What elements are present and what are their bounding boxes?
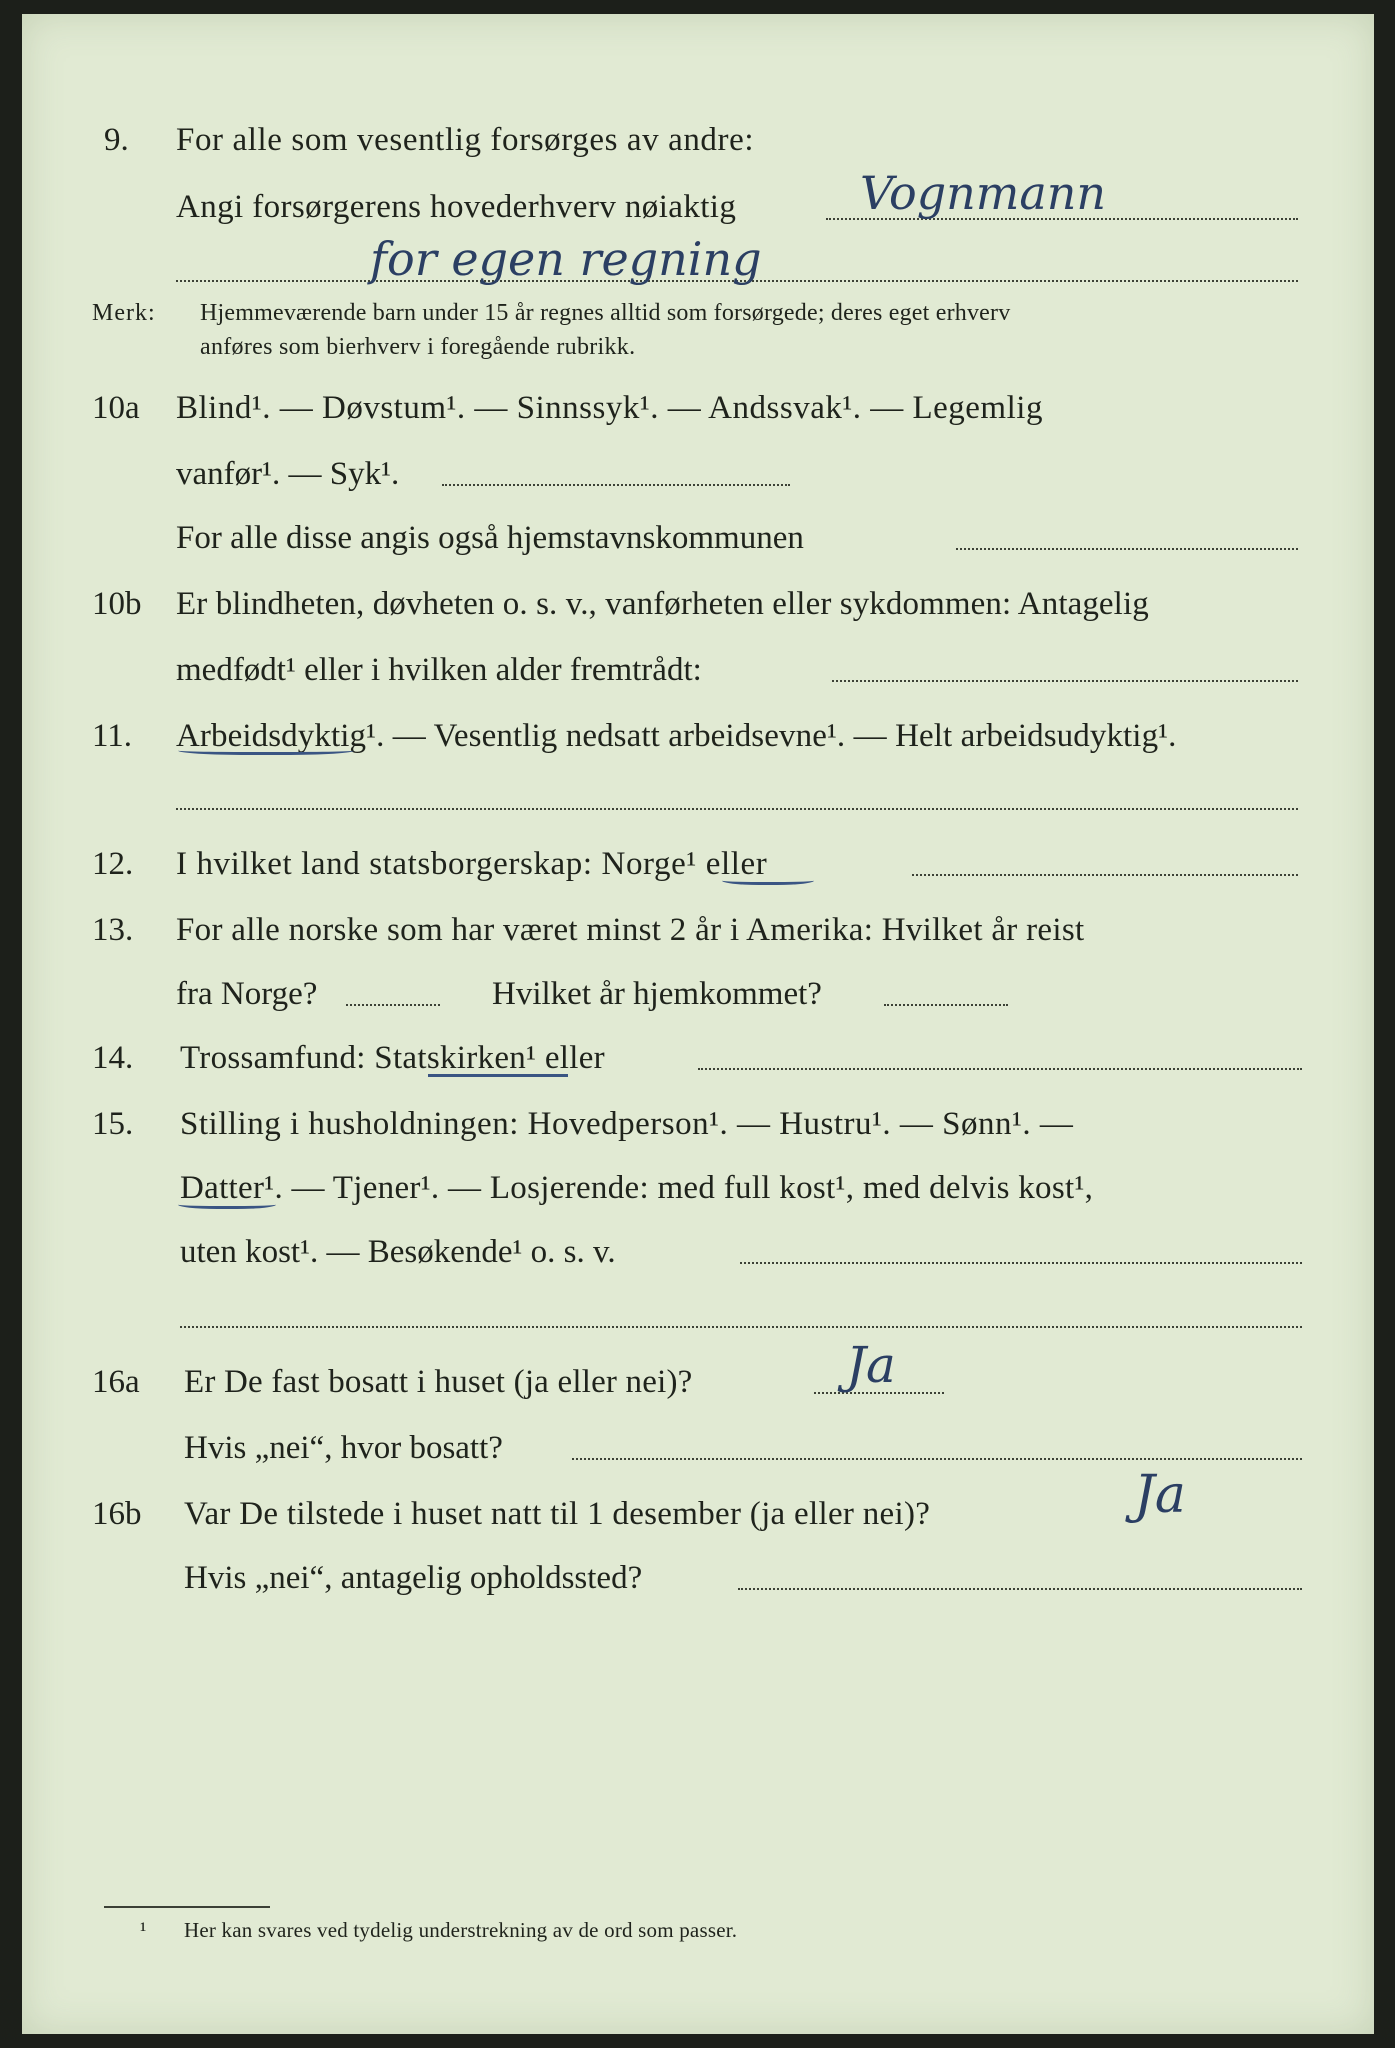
q15-answer-line2 (180, 1326, 1302, 1328)
q10a-text-line2: vanfør¹. — Syk¹. (176, 456, 400, 492)
q16a-answer-line2 (572, 1458, 1302, 1460)
q10a-number: 10a (92, 390, 140, 426)
q12-underline-norge (722, 874, 814, 885)
q10a-answer-line1 (442, 484, 790, 486)
q9-text-line2: Angi forsørgerens hovederhverv nøiaktig (176, 189, 737, 225)
q13-text-line2a: fra Norge? (176, 976, 318, 1012)
q16a-handwritten-answer: Ja (846, 1336, 896, 1394)
q10b-answer-line (832, 680, 1298, 682)
q14-number: 14. (92, 1040, 134, 1076)
q13-number: 13. (92, 912, 134, 948)
q16b-handwritten-answer: Ja (1134, 1465, 1186, 1525)
q15-text-line2: Datter¹. — Tjener¹. — Losjerende: med full kost¹, med delvis kost¹, (180, 1170, 1094, 1206)
q11-number: 11. (92, 718, 133, 754)
q16b-text-line2: Hvis „nei“, antagelig opholdssted? (184, 1560, 643, 1596)
q13-answer-line-reist (346, 1004, 440, 1006)
q16a-number: 16a (92, 1364, 140, 1400)
q16b-text-line1: Var De tilstede i huset natt til 1 desember (ja eller nei)? (184, 1496, 931, 1532)
q9-handwritten-answer2: for egen regning (370, 232, 762, 286)
q15-text-line1: Stilling i husholdningen: Hovedperson¹. — Hustru¹. — Sønn¹. — (180, 1106, 1074, 1142)
q15-text-line3: uten kost¹. — Besøkende¹ o. s. v. (180, 1234, 616, 1270)
q10b-text-line2: medfødt¹ eller i hvilken alder fremtrådt: (176, 652, 702, 688)
q10a-answer-line2 (956, 548, 1298, 550)
q9-number: 9. (104, 122, 129, 158)
q16b-answer-line (738, 1588, 1302, 1590)
q13-answer-line-hjemkommet (884, 1004, 1008, 1006)
footnote-text: Her kan svares ved tydelig understrekning av de ord som passer. (184, 1918, 738, 1942)
q14-text: Trossamfund: Statskirken¹ eller (180, 1040, 605, 1076)
q11-underline-arbeidsdyktig (178, 744, 354, 755)
q14-underline-statskirken (428, 1074, 568, 1077)
q10a-text-line3: For alle disse angis også hjemstavnskommunen (176, 520, 804, 556)
q14-answer-line (698, 1068, 1302, 1070)
q9-text-line1: For alle som vesentlig forsørges av andre: (176, 122, 755, 158)
q16b-number: 16b (92, 1496, 142, 1532)
q13-text-line2b: Hvilket år hjemkommet? (492, 976, 822, 1012)
q12-number: 12. (92, 846, 134, 882)
q15-number: 15. (92, 1106, 134, 1142)
q9-handwritten-answer1: Vognmann (860, 166, 1107, 220)
merk-text-line2: anføres som bierhverv i foregående rubrikk. (200, 334, 636, 360)
q13-text-line1: For alle norske som har været minst 2 år i Amerika: Hvilket år reist (176, 912, 1085, 948)
q11-text: Arbeidsdyktig¹. — Vesentlig nedsatt arbeidsevne¹. — Helt arbeidsudyktig¹. (176, 718, 1177, 754)
q15-answer-line1 (740, 1262, 1302, 1264)
q15-underline-datter (178, 1198, 276, 1209)
q12-text: I hvilket land statsborgerskap: Norge¹ eller (176, 846, 768, 882)
merk-text-line1: Hjemmeværende barn under 15 år regnes alltid som forsørgede; deres eget erhverv (200, 300, 1011, 326)
footnote-rule (104, 1906, 270, 1908)
q16a-text-line1: Er De fast bosatt i huset (ja eller nei)? (184, 1364, 693, 1400)
merk-label: Merk: (92, 300, 156, 326)
q10a-text-line1: Blind¹. — Døvstum¹. — Sinnssyk¹. — Andssvak¹. — Legemlig (176, 390, 1043, 426)
q12-answer-line (912, 874, 1298, 876)
q10b-number: 10b (92, 586, 142, 622)
q11-answer-line (176, 808, 1298, 810)
q10b-text-line1: Er blindheten, døvheten o. s. v., vanførheten eller sykdommen: Antagelig (176, 586, 1149, 622)
q16a-text-line2: Hvis „nei“, hvor bosatt? (184, 1430, 503, 1466)
footnote-mark: ¹ (140, 1918, 147, 1942)
